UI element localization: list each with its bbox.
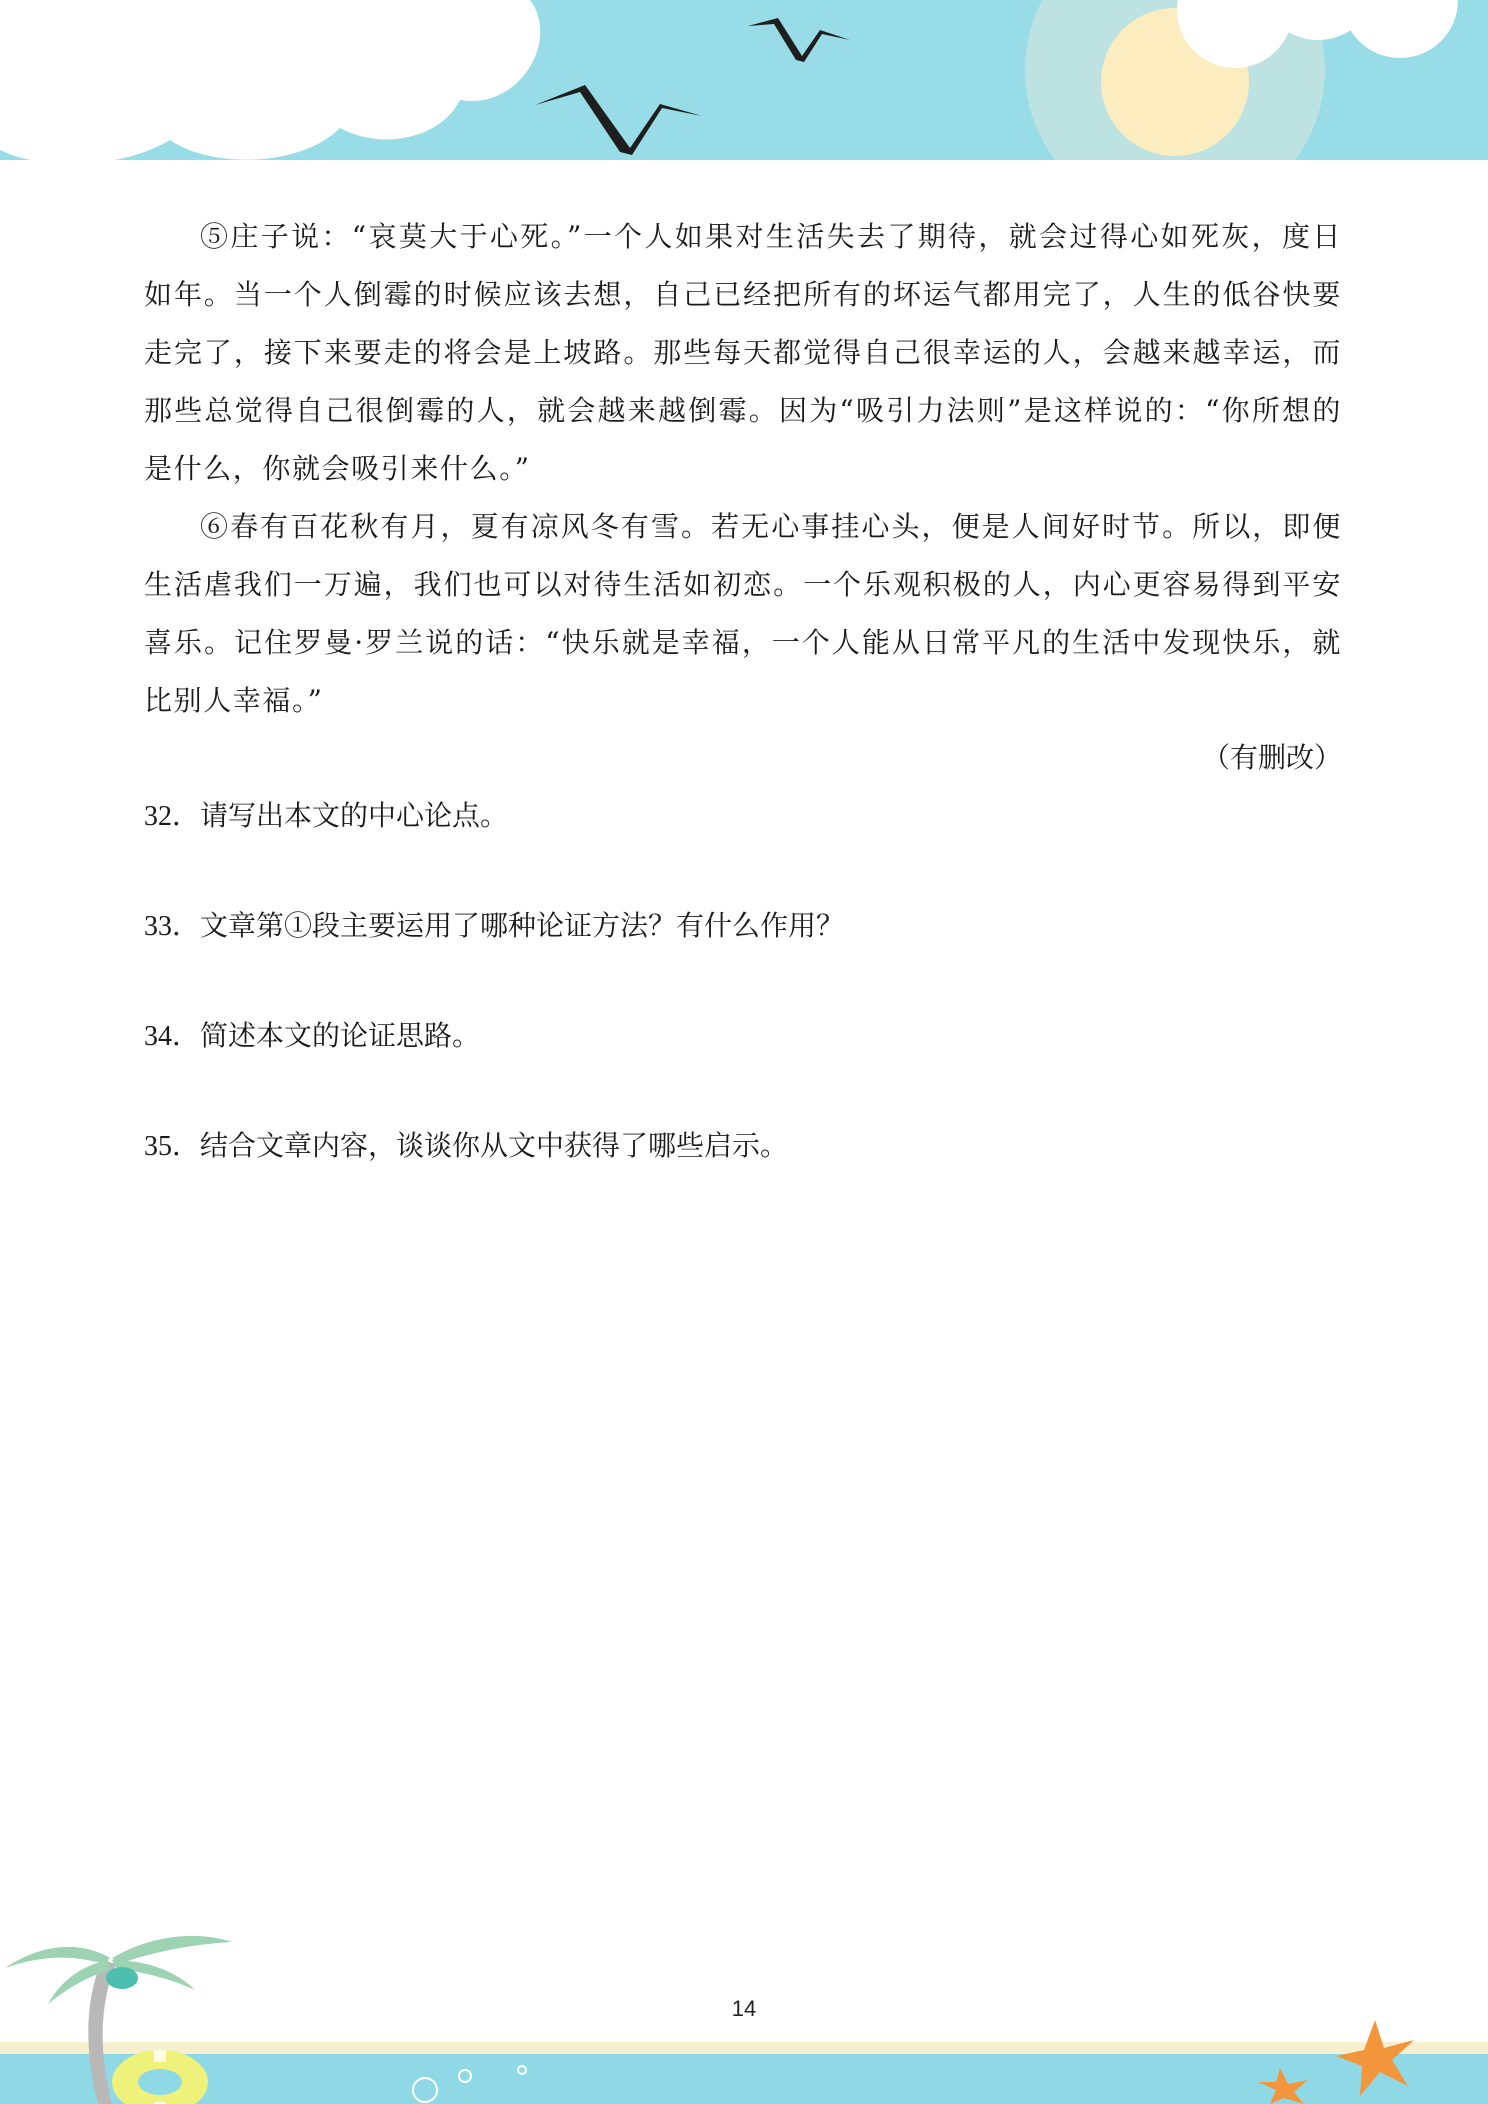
question-33: 33．文章第①段主要运用了哪种论证方法？有什么作用？ [144, 911, 845, 942]
footer-banner [0, 1930, 1488, 2104]
source-note: （有删改） [1201, 743, 1342, 774]
passage-paragraph-5: ⑤庄子说：“哀莫大于心死。”一个人如果对生活失去了期待，就会过得心如死灰，度日如年。当一个人倒霉的时候应该去想，自己已经把所有的坏运气都用完了，人生的低谷快要走完了，接下来要走的将会是上坡路。那些每天都觉得自己很幸运的人，会越来越幸运，而那些总觉得自己很倒霉的人，就会越来越倒霉。因为“吸引力法则”是这样说的：“你所想的是什么，你就会吸引来什么。” [144, 220, 1342, 485]
document-body [144, 208, 1342, 1176]
question-34: 34．简述本文的论证思路。 [144, 1021, 481, 1052]
passage-paragraph-6: ⑥春有百花秋有月，夏有凉风冬有雪。若无心事挂心头，便是人间好时节。所以，即便生活虐我们一万遍，我们也可以对待生活如初恋。一个乐观积极的人，内心更容易得到平安喜乐。记住罗曼·罗兰说的话：“快乐就是幸福，一个人能从日常平凡的生活中发现快乐，就比别人幸福。” [144, 510, 1342, 717]
header-banner [0, 0, 1488, 166]
question-32: 32．请写出本文的中心论点。 [144, 801, 509, 832]
page-number: 14 [731, 1996, 757, 2021]
question-35: 35．结合文章内容，谈谈你从文中获得了哪些启示。 [144, 1131, 789, 1162]
